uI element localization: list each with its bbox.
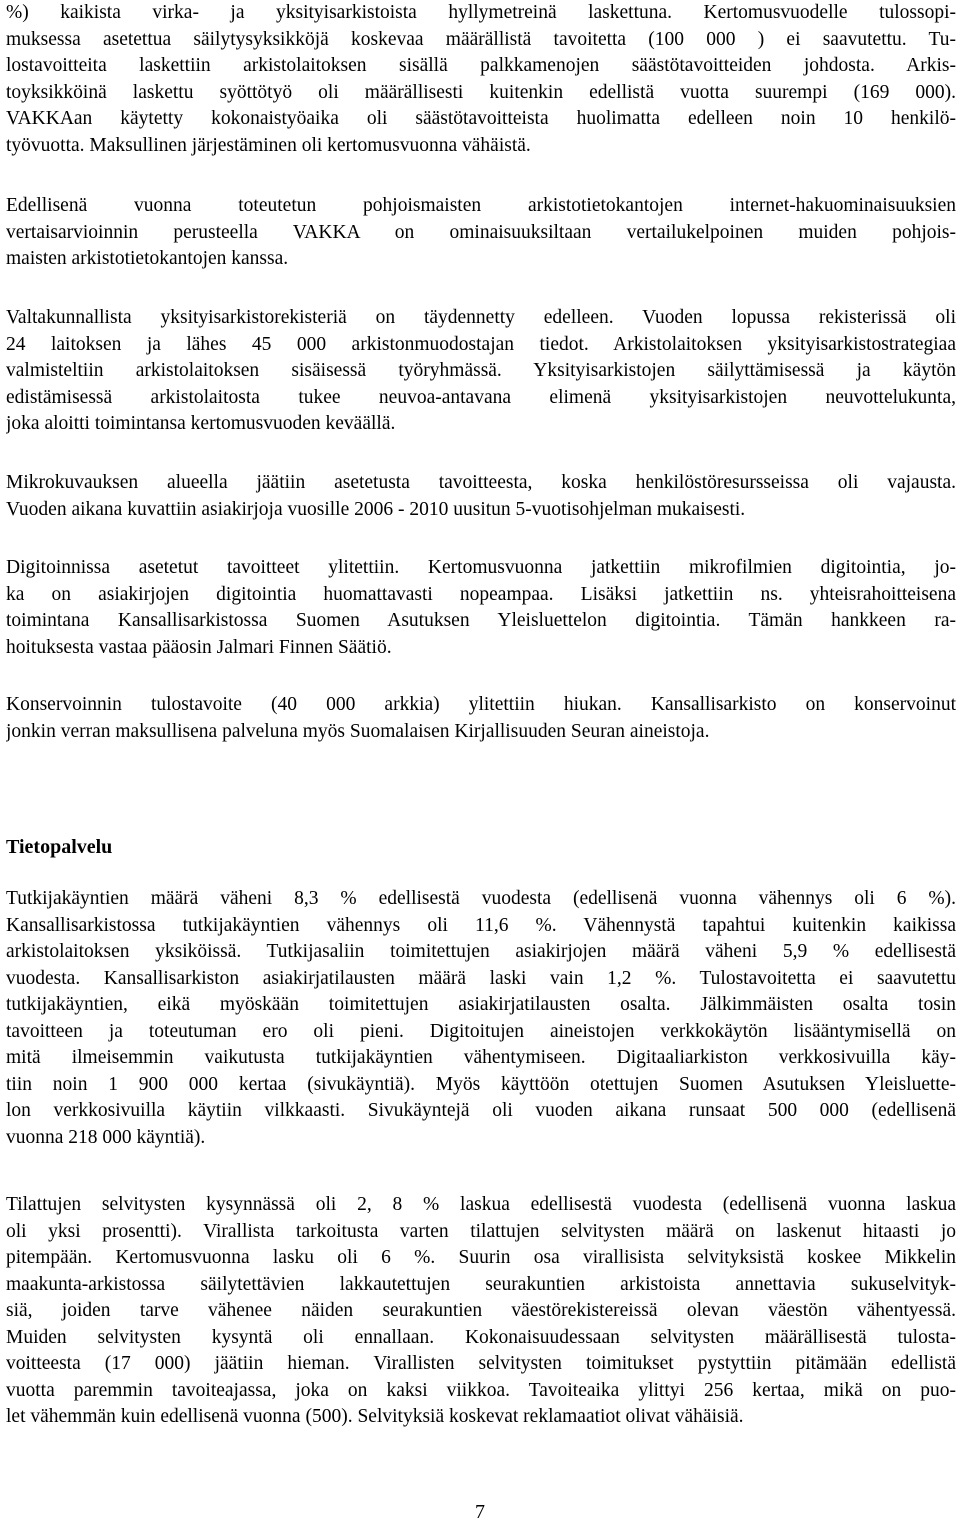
text-line: Tilattujen selvitysten kysynnässä oli 2, 8 % laskua edellisestä vuodesta (edellisenä vuonna laskua bbox=[6, 1194, 956, 1215]
paragraph-vakka-input bbox=[6, 0, 956, 159]
text-line: lostavoitteita laskettiin arkistolaitoksen sisällä palkkamenojen säästötavoitteiden johdosta. Arkis- bbox=[6, 55, 956, 76]
paragraph-microfilming bbox=[6, 470, 956, 523]
text-line: arkistolaitoksen yksiköissä. Tutkijasaliin toimitettujen asiakirjojen määrä väheni 5,9 % edellisestä bbox=[6, 941, 956, 962]
text-line: vuotta paremmin tavoiteajassa, joka on kaksi viikkoa. Tavoiteaika ylittyi 256 kertaa, mikä on puo- bbox=[6, 1379, 956, 1401]
text-line: Mikrokuvauksen alueella jäätiin asetetusta tavoitteesta, koska henkilöstöresursseissa oli vajausta. bbox=[6, 472, 956, 493]
text-line: tiin noin 1 900 000 kertaa (sivukäyntiä). Myös käyttöön otettujen Suomen Asutuksen Yleisluette- bbox=[6, 1073, 956, 1095]
text-line: lon verkkosivuilla käytiin vilkkaasti. Sivukäyntejä oli vuoden aikana runsaat 500 000 (edellisenä bbox=[6, 1100, 956, 1121]
text-line: toyksikköinä laskettu syöttötyö oli määrällisesti kuitenkin edellistä vuotta suurempi (169 000). bbox=[6, 81, 956, 103]
text-line: vuonna 218 000 käyntiä). bbox=[6, 1126, 206, 1148]
text-line: Kansallisarkistossa tutkijakäyntien vähennys oli 11,6 %. Vähennystä tapahtui kuitenkin kaikissa bbox=[6, 914, 956, 936]
text-line: ka on asiakirjojen digitointia huomattavasti nopeampaa. Lisäksi jatkettiin ns. yhteisrahoitteisena bbox=[6, 583, 956, 605]
text-line: Muiden selvitysten kysyntä oli ennallaan. Kokonaisuudessaan selvitysten määrällisestä tulosta- bbox=[6, 1326, 956, 1348]
paragraph-conservation bbox=[6, 692, 956, 745]
paragraph-private-archives-register bbox=[6, 305, 956, 438]
text-line: maakunta-arkistossa säilytettävien lakkautettujen seurakuntien arkistoista annettavia sukuselvityk- bbox=[6, 1273, 956, 1295]
text-line: työvuotta. Maksullinen järjestäminen oli kertomusvuonna vähäistä. bbox=[6, 134, 531, 156]
text-line: Digitoinnissa asetetut tavoitteet ylitettiin. Kertomusvuonna jatkettiin mikrofilmien digitointia, jo- bbox=[6, 557, 956, 578]
text-line: voitteesta (17 000) jäätiin hieman. Virallisten selvitysten toimitukset pystyttiin pitämään edellistä bbox=[6, 1353, 956, 1374]
text-line: 24 laitoksen ja lähes 45 000 arkistonmuodostajan tiedot. Arkistolaitoksen yksityisarkistostrategiaa bbox=[6, 333, 956, 355]
text-line: mitä ilmeisemmin vaikutusta tutkijakäyntien vähentymiseen. Digitaaliarkiston verkkosivuilla käy- bbox=[6, 1047, 956, 1068]
text-line: hoituksesta vastaa pääosin Jalmari Finnen Säätiö. bbox=[6, 636, 392, 658]
text-line: vertaisarvioinnin perusteella VAKKA on ominaisuuksiltaan vertailukelpoinen muiden pohjois- bbox=[6, 221, 956, 243]
text-line: %) kaikista virka- ja yksityisarkistoista hyllymetreinä laskettuna. Kertomusvuodelle tulossopi- bbox=[6, 2, 956, 23]
paragraph-researcher-visits bbox=[6, 886, 956, 1151]
text-line: valmisteltiin arkistolaitoksen sisäisessä työryhmässä. Yksityisarkistojen säilyttämisessä ja käytön bbox=[6, 360, 956, 381]
text-line: jonkin verran maksullisena palveluna myös Suomalaisen Kirjallisuuden Seuran aineistoja. bbox=[6, 720, 710, 742]
text-line: maisten arkistotietokantojen kanssa. bbox=[6, 248, 289, 269]
text-line: Tutkijakäyntien määrä väheni 8,3 % edellisestä vuodesta (edellisenä vuonna vähennys oli 6 %). bbox=[6, 888, 956, 909]
paragraph-ordered-reports bbox=[6, 1192, 956, 1431]
text-line: Edellisenä vuonna toteutetun pohjoismaisten arkistotietokantojen internet-hakuominaisuuksien bbox=[6, 195, 956, 216]
text-line: edistämisessä arkistolaitosta tukee neuvoa-antavana elimenä yksityisarkistojen neuvottelukunta, bbox=[6, 386, 956, 408]
text-line: Valtakunnallista yksityisarkistorekisteriä on täydennetty edelleen. Vuoden lopussa rekisterissä oli bbox=[6, 307, 956, 328]
page-number: 7 bbox=[475, 1501, 485, 1523]
text-line: tutkijakäyntien, eikä myöskään toimitettujen asiakirjatilausten osalta. Jälkimmäisten osalta tosin bbox=[6, 994, 956, 1015]
section-heading: Tietopalvelu bbox=[6, 836, 113, 858]
text-line: VAKKAan käytetty kokonaistyöaika oli säästötavoitteista huolimatta edelleen noin 10 henkilö- bbox=[6, 108, 956, 129]
text-line: toimintana Kansallisarkistossa Suomen Asutuksen Yleisluettelon digitointia. Tämän hankkeen ra- bbox=[6, 610, 956, 631]
text-line: Vuoden aikana kuvattiin asiakirjoja vuosille 2006 - 2010 uusitun 5-vuotisohjelman mukaisesti. bbox=[6, 498, 746, 520]
text-line: let vähemmän kuin edellisenä vuonna (500). Selvityksiä koskevat reklamaatiot olivat vähäisiä. bbox=[6, 1406, 744, 1427]
text-line: pitempään. Kertomusvuonna lasku oli 6 %. Suurin osa virallisista selvityksistä koskee Mikkelin bbox=[6, 1247, 956, 1268]
paragraph-digitisation bbox=[6, 555, 956, 661]
text-line: muksessa asetettua säilytysyksikköjä koskevaa määrällistä tavoitetta (100 000 ) ei saavutettu. Tu- bbox=[6, 28, 956, 50]
text-line: tavoitteen ja toteutuman ero oli pieni. Digitoitujen aineistojen verkkokäytön lisääntymisellä on bbox=[6, 1020, 956, 1042]
text-line: joka aloitti toimintansa kertomusvuoden keväällä. bbox=[6, 413, 396, 434]
text-line: vuodesta. Kansallisarkiston asiakirjatilausten määrä laski vain 1,2 %. Tulostavoitetta ei saavutettu bbox=[6, 967, 956, 989]
paragraph-peer-review bbox=[6, 193, 956, 273]
text-line: oli yksi prosentti). Virallista tarkoitusta varten tilattujen selvitysten määrä on laskenut hitaasti jo bbox=[6, 1220, 956, 1242]
text-line: Konservoinnin tulostavoite (40 000 arkkia) ylitettiin hiukan. Kansallisarkisto on konservoinut bbox=[6, 694, 956, 715]
text-line: siä, joiden tarve vähenee näiden seurakuntien väestörekistereissä olevan väestön vähentyessä. bbox=[6, 1300, 956, 1321]
